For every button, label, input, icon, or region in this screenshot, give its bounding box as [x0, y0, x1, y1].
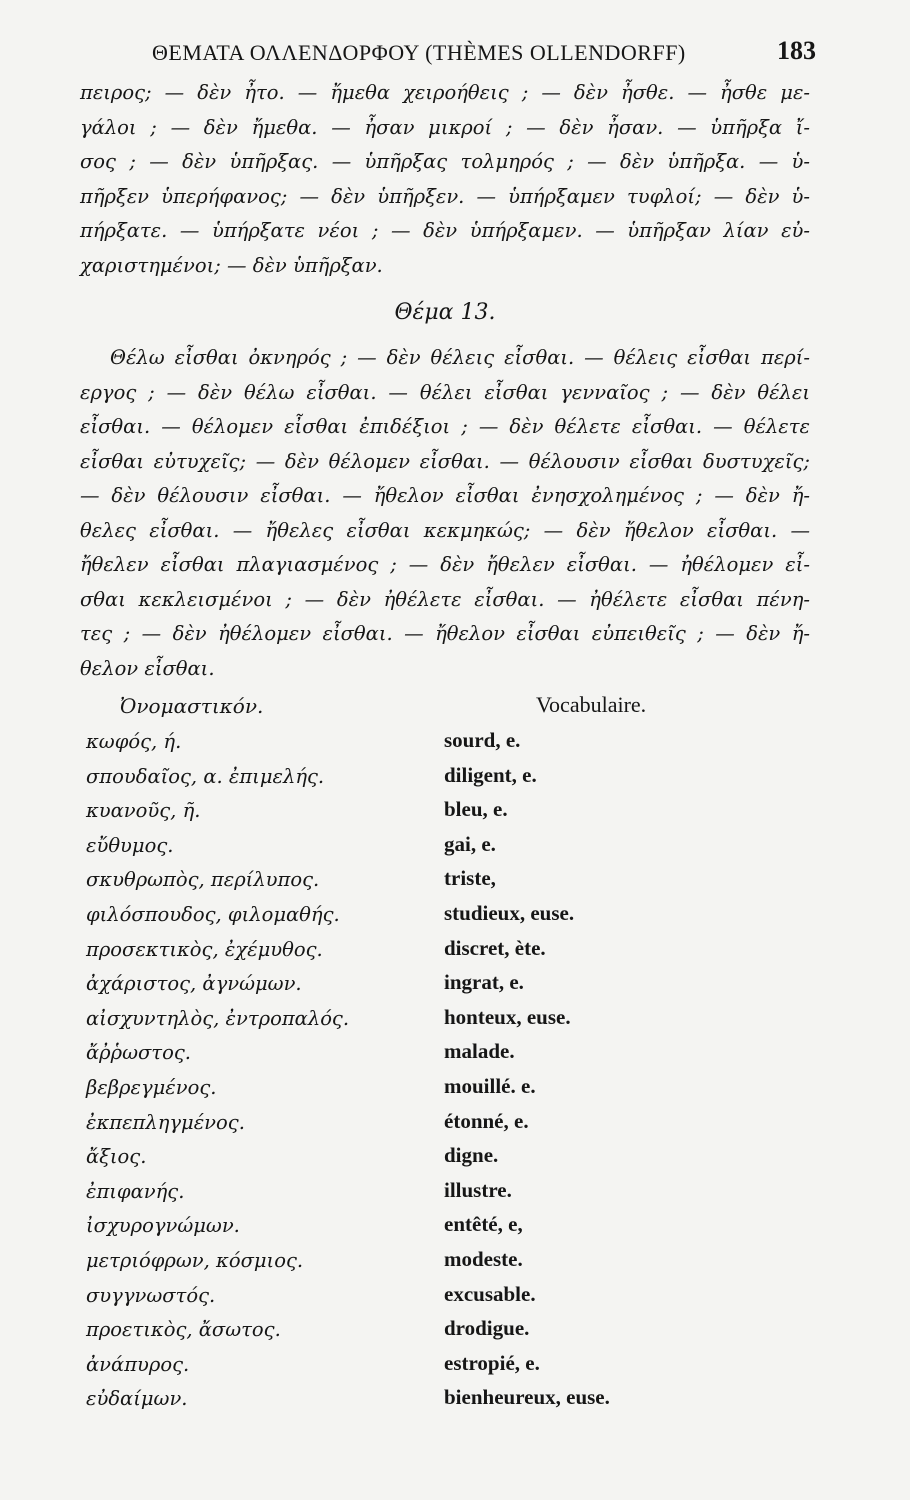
vocabulary-entry: [80, 1072, 810, 1107]
french-term: illustre.: [444, 1177, 512, 1202]
text-line: εἶσθαι. — θέλομεν εἶσθαι ἐπιδέξιοι ; — δὲν θέλετε εἶσθαι. — θέλετε: [80, 415, 810, 438]
greek-term: αἰσχυντηλὸς, ἐντροπαλός.: [86, 1006, 350, 1030]
greek-vocabulary-heading: Ὀνομαστικόν.: [120, 694, 264, 718]
french-term: drodigue.: [444, 1316, 530, 1341]
text-line: θελον εἶσθαι.: [80, 656, 215, 680]
french-term: diligent, e.: [444, 762, 537, 787]
vocabulary-entry: [80, 1383, 810, 1418]
french-term: excusable.: [444, 1281, 536, 1306]
vocabulary-entry: [80, 1314, 810, 1349]
vocabulary-entry: [80, 1107, 810, 1142]
text-line: πῆρξεν ὑπερήφανος; — δὲν ὑπῆρξεν. — ὑπήρξαμεν τυφλοί; — δὲν ὑ-: [80, 184, 810, 208]
vocabulary-entry: [80, 795, 810, 830]
greek-term: ἄξιος.: [86, 1145, 147, 1169]
greek-term: σπουδαῖος, α. ἐπιμελής.: [86, 764, 325, 788]
greek-term: ἀχάριστος, ἀγνώμων.: [86, 972, 302, 996]
text-line: τες ; — δὲν ἠθέλομεν εἶσθαι. — ἤθελον εἶσθαι εὐπειθεῖς ; — δὲν ἤ-: [80, 622, 810, 645]
vocabulary-entry: [80, 1037, 810, 1072]
french-vocabulary-heading: Vocabulaire.: [536, 692, 647, 717]
intro-paragraph: [80, 76, 810, 283]
vocabulary-list: [80, 726, 810, 1418]
french-term: entêté, e,: [444, 1212, 523, 1237]
french-term: discret, ète.: [444, 935, 546, 960]
greek-term: κυανοῦς, ῆ.: [86, 799, 201, 823]
french-term: bleu, e.: [444, 797, 508, 822]
french-term: honteux, euse.: [444, 1004, 571, 1029]
vocabulary-entry: [80, 761, 810, 796]
french-term: gai, e.: [444, 831, 496, 856]
greek-term: εὔθυμος.: [86, 833, 174, 857]
french-term: bienheureux, euse.: [444, 1385, 610, 1410]
text-line: σθαι κεκλεισμένοι ; — δὲν ἠθέλετε εἶσθαι. — ἠθέλετε εἶσθαι πένη-: [80, 587, 810, 611]
french-term: estropié, e.: [444, 1350, 540, 1375]
greek-term: βεβρεγμένος.: [86, 1075, 217, 1099]
vocabulary-entry: [80, 830, 810, 865]
greek-term: προσεκτικὸς, ἐχέμυθος.: [86, 937, 323, 961]
vocabulary-entry: [80, 1280, 810, 1315]
text-line: χαριστημένοι; — δὲν ὑπῆρξαν.: [80, 253, 383, 277]
text-line: γάλοι ; — δὲν ἤμεθα. — ἦσαν μικροί ; — δὲν ἦσαν. — ὑπῆρξα ἴ-: [80, 115, 810, 139]
french-term: ingrat, e.: [444, 970, 524, 995]
text-line: πειρος; — δὲν ἦτο. — ἤμεθα χειροήθεις ; — δὲν ἦσθε. — ἦσθε με-: [80, 81, 810, 104]
vocabulary-entry: [80, 934, 810, 969]
greek-term: προετικὸς, ἄσωτος.: [86, 1318, 281, 1342]
text-line: πήρξατε. — ὑπήρξατε νέοι ; — δὲν ὑπήρξαμεν. — ὑπῆρξαν λίαν εὐ-: [80, 219, 810, 242]
french-term: malade.: [444, 1039, 515, 1064]
vocabulary-entry: [80, 968, 810, 1003]
page-number: 183: [777, 36, 816, 65]
greek-term: ἐπιφανής.: [86, 1179, 185, 1203]
text-line: ἤθελεν εἶσθαι πλαγιασμένος ; — δὲν ἤθελεν εἶσθαι. — ἠθέλομεν εἶ-: [80, 553, 810, 576]
greek-term: φιλόσπουδος, φιλομαθής.: [86, 902, 340, 926]
text-line: — δὲν θέλουσιν εἶσθαι. — ἤθελον εἶσθαι ἐνησχολημένος ; — δὲν ἤ-: [80, 484, 810, 507]
vocabulary-entry: [80, 864, 810, 899]
french-term: mouillé. e.: [444, 1073, 536, 1098]
french-term: studieux, euse.: [444, 900, 575, 925]
french-term: modeste.: [444, 1246, 523, 1271]
greek-term: ἀνάπυρος.: [86, 1352, 190, 1376]
vocabulary-entry: [80, 1245, 810, 1280]
vocabulary-entry: [80, 1003, 810, 1038]
greek-term: σκυθρωπὸς, περίλυπος.: [86, 868, 320, 892]
exercise-paragraph: [80, 341, 810, 686]
french-term: digne.: [444, 1143, 499, 1168]
greek-term: εὐδαίμων.: [86, 1387, 188, 1411]
page-header: [80, 36, 816, 76]
french-term: étonné, e.: [444, 1108, 529, 1133]
greek-term: ἐκπεπληγμένος.: [86, 1110, 245, 1134]
vocabulary-header: [80, 692, 810, 726]
vocabulary-entry: [80, 899, 810, 934]
greek-term: ἰσχυρογνώμων.: [86, 1214, 240, 1238]
vocabulary-entry: [80, 1349, 810, 1384]
text-line: Θέλω εἶσθαι ὀκνηρός ; — δὲν θέλεις εἶσθαι. — θέλεις εἶσθαι περί-: [110, 346, 810, 369]
vocabulary-entry: [80, 726, 810, 761]
running-title: ΘΕΜΑΤΑ ΟΛΛΕΝΔΟΡΦΟΥ (THÈMES OLLENDORFF): [152, 40, 686, 65]
vocabulary-entry: [80, 1176, 810, 1211]
french-term: sourd, e.: [444, 728, 521, 752]
text-line: σος ; — δὲν ὑπῆρξας. — ὑπῆρξας τολμηρός ; — δὲν ὑπῆρξα. — ὑ-: [80, 150, 810, 173]
section-title: Θέμα 13.: [394, 300, 496, 325]
greek-term: συγγνωστός.: [86, 1283, 216, 1307]
text-line: θελες εἶσθαι. — ἤθελες εἶσθαι κεκμηκώς; — δὲν ἤθελον εἶσθαι. —: [80, 518, 810, 542]
vocabulary-entry: [80, 1210, 810, 1245]
text-line: εργος ; — δὲν θέλω εἶσθαι. — θέλει εἶσθαι γενναῖος ; — δὲν θέλει: [80, 380, 810, 404]
greek-term: ἄῤῥωστος.: [86, 1041, 191, 1065]
greek-term: μετριόφρων, κόσμιος.: [86, 1248, 304, 1272]
french-term: triste,: [444, 866, 496, 891]
vocabulary-entry: [80, 1141, 810, 1176]
greek-term: κωφός, ή.: [86, 730, 182, 753]
text-line: εἶσθαι εὐτυχεῖς; — δὲν θέλομεν εἶσθαι. — θέλουσιν εἶσθαι δυστυχεῖς;: [80, 449, 810, 473]
